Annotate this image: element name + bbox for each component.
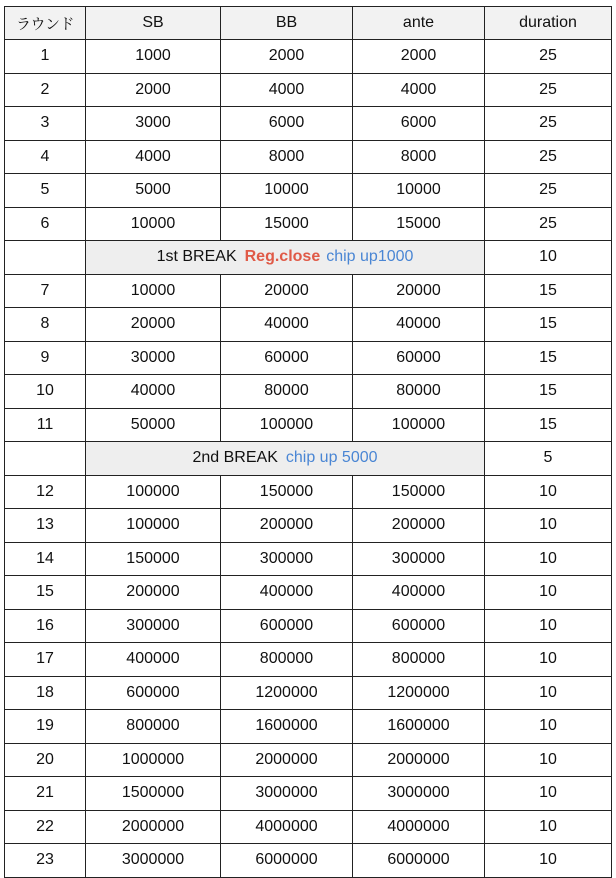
cell-duration: 10	[485, 810, 612, 844]
cell-sb: 400000	[86, 643, 221, 677]
cell-sb: 150000	[86, 542, 221, 576]
cell-duration: 25	[485, 40, 612, 74]
break-label: 1st BREAK	[156, 248, 237, 266]
cell-bb: 4000000	[221, 810, 353, 844]
table-row	[5, 174, 612, 208]
cell-round: 9	[5, 341, 86, 375]
cell-duration: 25	[485, 140, 612, 174]
break-duration-cell: 10	[485, 241, 612, 275]
cell-sb: 50000	[86, 408, 221, 442]
cell-ante: 150000	[353, 475, 485, 509]
cell-round: 7	[5, 274, 86, 308]
cell-bb: 150000	[221, 475, 353, 509]
cell-sb: 1500000	[86, 777, 221, 811]
cell-ante: 6000	[353, 107, 485, 141]
cell-bb: 40000	[221, 308, 353, 342]
cell-ante: 80000	[353, 375, 485, 409]
cell-round: 8	[5, 308, 86, 342]
cell-sb: 3000000	[86, 844, 221, 878]
cell-round: 22	[5, 810, 86, 844]
break-cell	[86, 241, 485, 275]
cell-sb: 4000	[86, 140, 221, 174]
cell-ante: 1600000	[353, 710, 485, 744]
cell-bb: 800000	[221, 643, 353, 677]
cell-round: 20	[5, 743, 86, 777]
cell-sb: 300000	[86, 609, 221, 643]
cell-sb: 10000	[86, 274, 221, 308]
cell-round: 10	[5, 375, 86, 409]
cell-duration: 10	[485, 509, 612, 543]
table-row	[5, 475, 612, 509]
cell-duration: 15	[485, 375, 612, 409]
cell-round: 15	[5, 576, 86, 610]
break-round-cell	[5, 442, 86, 476]
cell-ante: 8000	[353, 140, 485, 174]
table-row	[5, 308, 612, 342]
cell-sb: 20000	[86, 308, 221, 342]
reg-close-note: Reg.close	[244, 248, 321, 266]
blind-structure-table	[4, 6, 612, 878]
table-row	[5, 375, 612, 409]
cell-sb: 600000	[86, 676, 221, 710]
cell-bb: 400000	[221, 576, 353, 610]
cell-round: 3	[5, 107, 86, 141]
cell-duration: 10	[485, 676, 612, 710]
cell-ante: 4000	[353, 73, 485, 107]
cell-duration: 10	[485, 777, 612, 811]
cell-round: 2	[5, 73, 86, 107]
cell-round: 16	[5, 609, 86, 643]
cell-duration: 10	[485, 743, 612, 777]
table-row	[5, 643, 612, 677]
table-row	[5, 810, 612, 844]
cell-ante: 800000	[353, 643, 485, 677]
chip-up-note: chip up 5000	[285, 449, 378, 467]
cell-sb: 5000	[86, 174, 221, 208]
cell-duration: 10	[485, 643, 612, 677]
cell-duration: 10	[485, 609, 612, 643]
cell-round: 23	[5, 844, 86, 878]
cell-round: 11	[5, 408, 86, 442]
cell-round: 14	[5, 542, 86, 576]
cell-duration: 10	[485, 710, 612, 744]
cell-sb: 3000	[86, 107, 221, 141]
break-round-cell	[5, 241, 86, 275]
cell-bb: 1200000	[221, 676, 353, 710]
table-row	[5, 542, 612, 576]
cell-ante: 600000	[353, 609, 485, 643]
cell-ante: 10000	[353, 174, 485, 208]
cell-duration: 15	[485, 308, 612, 342]
cell-sb: 10000	[86, 207, 221, 241]
cell-ante: 200000	[353, 509, 485, 543]
cell-bb: 300000	[221, 542, 353, 576]
cell-ante: 6000000	[353, 844, 485, 878]
break-cell	[86, 442, 485, 476]
cell-round: 5	[5, 174, 86, 208]
cell-ante: 3000000	[353, 777, 485, 811]
cell-bb: 60000	[221, 341, 353, 375]
cell-sb: 30000	[86, 341, 221, 375]
header-bb: BB	[221, 7, 353, 40]
cell-ante: 40000	[353, 308, 485, 342]
table-row	[5, 576, 612, 610]
cell-ante: 2000000	[353, 743, 485, 777]
cell-duration: 25	[485, 73, 612, 107]
cell-bb: 1600000	[221, 710, 353, 744]
cell-ante: 400000	[353, 576, 485, 610]
cell-duration: 25	[485, 207, 612, 241]
cell-round: 1	[5, 40, 86, 74]
cell-round: 17	[5, 643, 86, 677]
table-row	[5, 73, 612, 107]
cell-duration: 10	[485, 844, 612, 878]
cell-duration: 10	[485, 576, 612, 610]
header-ante: ante	[353, 7, 485, 40]
table-header	[5, 7, 612, 40]
cell-round: 6	[5, 207, 86, 241]
cell-ante: 2000	[353, 40, 485, 74]
cell-bb: 2000	[221, 40, 353, 74]
cell-bb: 4000	[221, 73, 353, 107]
cell-duration: 25	[485, 174, 612, 208]
cell-sb: 40000	[86, 375, 221, 409]
cell-sb: 2000000	[86, 810, 221, 844]
cell-round: 18	[5, 676, 86, 710]
cell-bb: 20000	[221, 274, 353, 308]
table-row	[5, 341, 612, 375]
break-row	[5, 442, 612, 476]
header-row	[5, 7, 612, 40]
cell-ante: 1200000	[353, 676, 485, 710]
cell-round: 13	[5, 509, 86, 543]
table-body	[5, 40, 612, 878]
cell-round: 19	[5, 710, 86, 744]
cell-bb: 8000	[221, 140, 353, 174]
cell-duration: 10	[485, 475, 612, 509]
cell-ante: 300000	[353, 542, 485, 576]
cell-bb: 600000	[221, 609, 353, 643]
break-duration-cell: 5	[485, 442, 612, 476]
table-row	[5, 676, 612, 710]
cell-bb: 3000000	[221, 777, 353, 811]
cell-sb: 100000	[86, 475, 221, 509]
cell-duration: 15	[485, 341, 612, 375]
cell-sb: 2000	[86, 73, 221, 107]
table-row	[5, 844, 612, 878]
table-row	[5, 743, 612, 777]
table-row	[5, 408, 612, 442]
cell-bb: 6000000	[221, 844, 353, 878]
cell-sb: 1000	[86, 40, 221, 74]
header-round: ラウンド	[5, 7, 86, 40]
table-row	[5, 609, 612, 643]
cell-sb: 100000	[86, 509, 221, 543]
table-row	[5, 107, 612, 141]
break-row	[5, 241, 612, 275]
cell-ante: 20000	[353, 274, 485, 308]
header-duration: duration	[485, 7, 612, 40]
cell-bb: 10000	[221, 174, 353, 208]
cell-sb: 200000	[86, 576, 221, 610]
table-row	[5, 40, 612, 74]
cell-bb: 15000	[221, 207, 353, 241]
cell-bb: 2000000	[221, 743, 353, 777]
cell-sb: 1000000	[86, 743, 221, 777]
chip-up-note: chip up1000	[326, 248, 414, 266]
cell-bb: 200000	[221, 509, 353, 543]
cell-duration: 15	[485, 274, 612, 308]
cell-round: 12	[5, 475, 86, 509]
cell-duration: 15	[485, 408, 612, 442]
cell-round: 4	[5, 140, 86, 174]
header-sb: SB	[86, 7, 221, 40]
cell-duration: 10	[485, 542, 612, 576]
cell-sb: 800000	[86, 710, 221, 744]
cell-ante: 4000000	[353, 810, 485, 844]
cell-bb: 6000	[221, 107, 353, 141]
table-row	[5, 710, 612, 744]
table-row	[5, 140, 612, 174]
cell-bb: 100000	[221, 408, 353, 442]
cell-duration: 25	[485, 107, 612, 141]
table-row	[5, 207, 612, 241]
cell-bb: 80000	[221, 375, 353, 409]
table-row	[5, 509, 612, 543]
table-row	[5, 274, 612, 308]
cell-round: 21	[5, 777, 86, 811]
cell-ante: 15000	[353, 207, 485, 241]
table-row	[5, 777, 612, 811]
cell-ante: 60000	[353, 341, 485, 375]
break-label: 2nd BREAK	[192, 449, 278, 467]
cell-ante: 100000	[353, 408, 485, 442]
